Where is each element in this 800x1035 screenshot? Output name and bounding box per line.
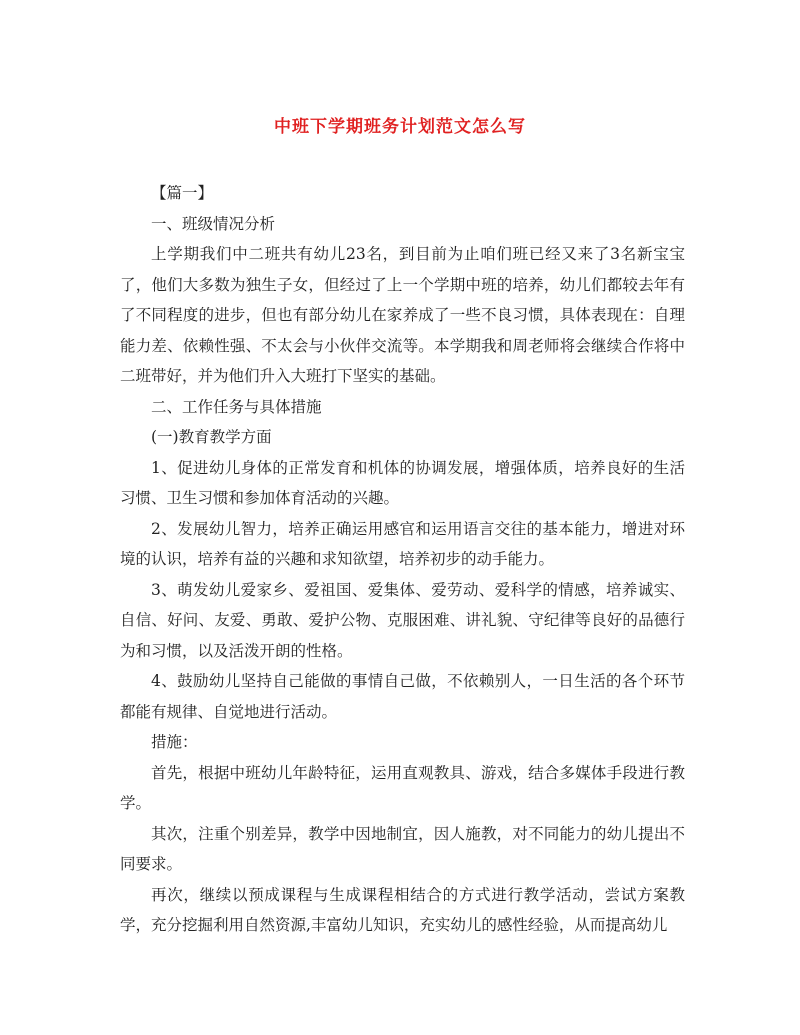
body-paragraph: 再次，继续以预成课程与生成课程相结合的方式进行教学活动，尝试方案教学，充分挖掘利用自然资源,丰富幼儿知识，充实幼儿的感性经验，从而提高幼儿	[120, 885, 685, 934]
section-label: 【篇一】	[151, 184, 214, 202]
body-paragraph: 首先，根据中班幼儿年龄特征，运用直观教具、游戏，结合多媒体手段进行教学。	[120, 763, 685, 812]
document-title: 中班下学期班务计划范文怎么写	[274, 117, 526, 137]
section-heading: 二、工作任务与具体措施	[151, 397, 322, 416]
list-item: 4、鼓励幼儿坚持自己能做的事情自己做，不依赖别人，一日生活的各个环节都能有规律、自觉地进行活动。	[120, 672, 685, 721]
list-item: 2、发展幼儿智力，培养正确运用感官和运用语言交往的基本能力，增进对环境的认识，培养有益的兴趣和求知欲望，培养初步的动手能力。	[120, 519, 685, 568]
section-heading: 一、班级情况分析	[151, 214, 276, 233]
body-paragraph: 其次，注重个别差异，教学中因地制宜，因人施教，对不同能力的幼儿提出不同要求。	[120, 824, 685, 873]
list-item: 1、促进幼儿身体的正常发育和机体的协调发展，增强体质，培养良好的生活习惯、卫生习惯和参加体育活动的兴趣。	[120, 458, 685, 507]
list-item: 3、萌发幼儿爱家乡、爱祖国、爱集体、爱劳动、爱科学的情感，培养诚实、自信、好问、友爱、勇敢、爱护公物、克服困难、讲礼貌、守纪律等良好的品德行为和习惯，以及活泼开朗的性格。	[120, 580, 685, 660]
subsection-heading: (一)教育教学方面	[151, 428, 272, 446]
body-paragraph: 上学期我们中二班共有幼儿23名，到目前为止咱们班已经又来了3名新宝宝了，他们大多数为独生子女，但经过了上一个学期中班的培养，幼儿们都较去年有了不同程度的进步，但也有部分幼儿在家养成了一些不良习惯，具体表现在：自理能力差、依赖性强、不太会与小伙伴交流等。本学期我和周老师将会继续合作将中二班带好，并为他们升入大班打下坚实的基础。	[120, 245, 685, 385]
measures-heading: 措施：	[151, 733, 198, 751]
document-body	[120, 178, 685, 941]
